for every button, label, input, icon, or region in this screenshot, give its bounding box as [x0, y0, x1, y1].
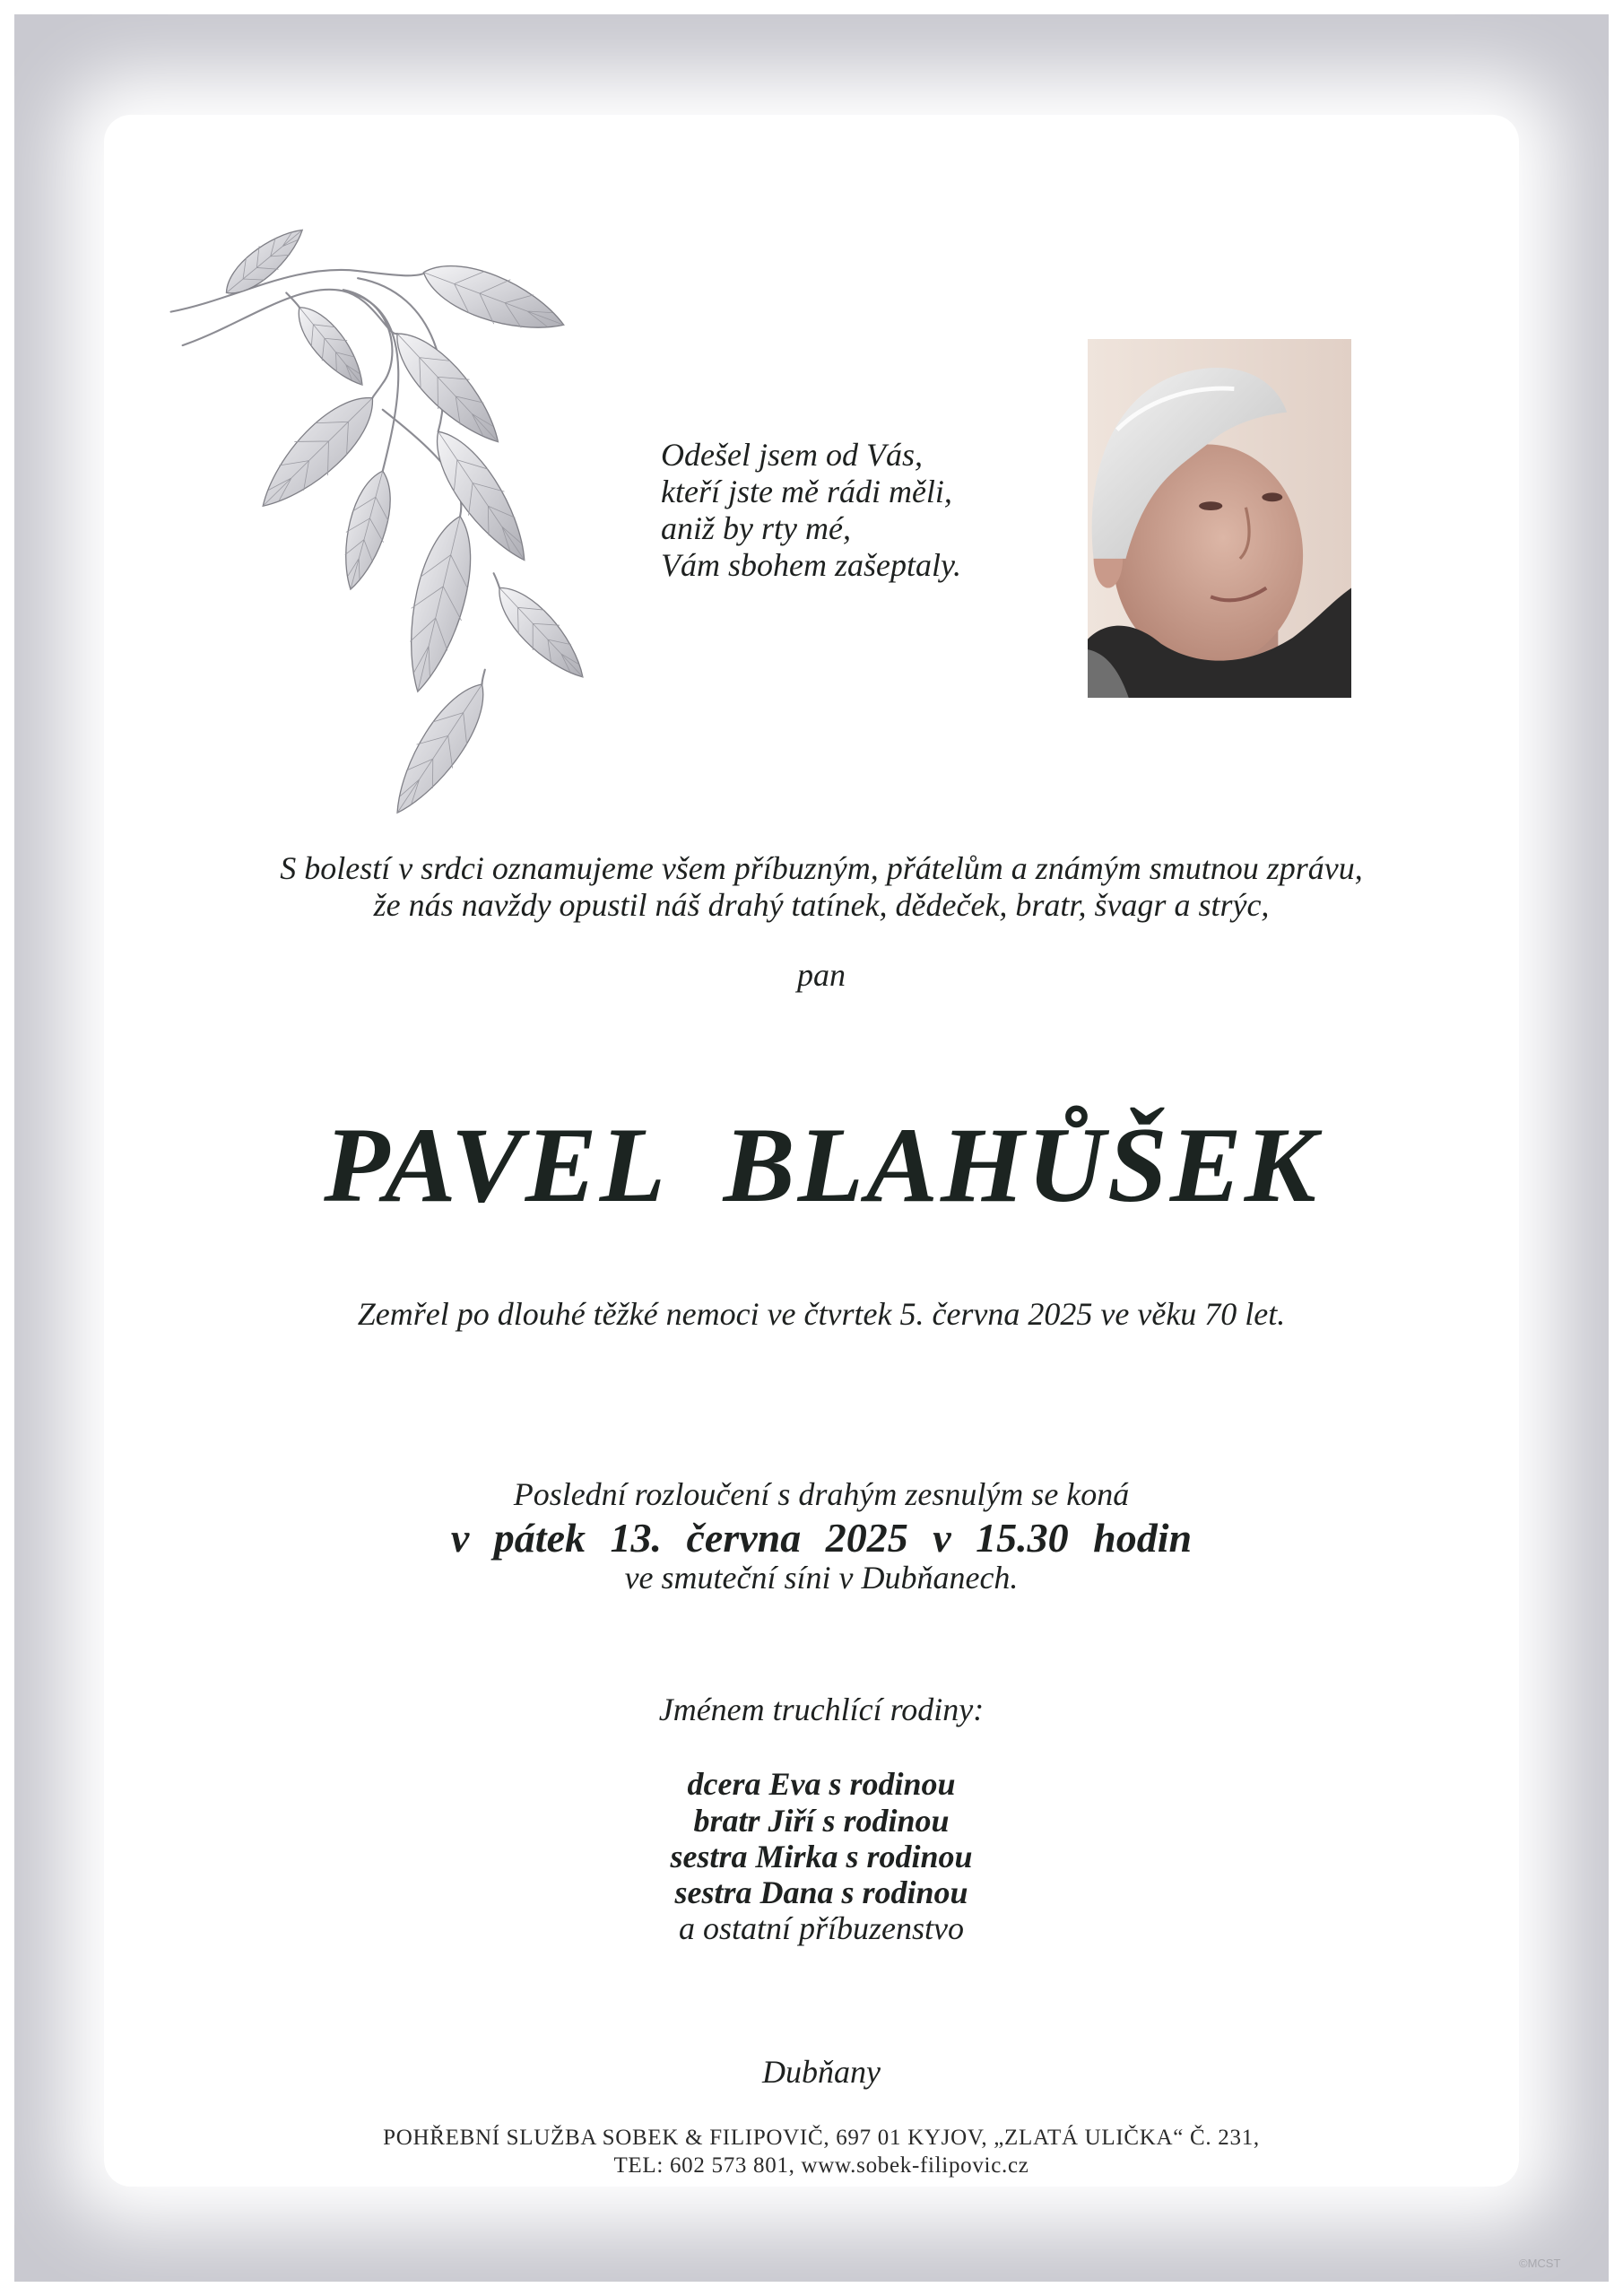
deceased-name: PAVEL BLAHŮŠEK [324, 1105, 1319, 1224]
poem-line: Vám sbohem zašeptaly. [661, 547, 961, 583]
poem-line: kteří jste mě rádi měli, [661, 474, 952, 509]
leaf-group [226, 230, 582, 813]
family-member: sestra Mirka s rodinou [670, 1839, 973, 1874]
leaf-vein [397, 684, 482, 813]
leaf [423, 266, 563, 328]
watermark: ©MCST [1519, 2257, 1561, 2270]
announcement-line: S bolestí v srdci oznamujeme všem příbuzným, přátelům a známým smutnou zprávu, [280, 850, 1363, 886]
family-member: dcera Eva s rodinou [687, 1766, 956, 1802]
leaves-illustration [161, 220, 599, 826]
death-notice: Zemřel po dlouhé těžké nemoci ve čtvrtek 5. června 2025 ve věku 70 let. [357, 1296, 1286, 1332]
poem-line: Odešel jsem od Vás, [661, 437, 923, 473]
family-others: a ostatní příbuzenstvo [678, 1910, 964, 1946]
poem [661, 437, 961, 584]
farewell-intro: Poslední rozloučení s drahým zesnulým se koná [513, 1476, 1130, 1512]
footer-address: POHŘEBNÍ SLUŽBA SOBEK & FILIPOVIČ, 697 01 KYJOV, „ZLATÁ ULIČKA“ Č. 231, [383, 2126, 1260, 2150]
family-heading: Jménem truchlící rodiny: [658, 1692, 985, 1727]
farewell-place: ve smuteční síni v Dubňanech. [624, 1560, 1019, 1596]
branch-stem [494, 573, 500, 587]
leaf-vein [299, 308, 362, 385]
branch-stem [482, 670, 485, 684]
photo-eye [1262, 492, 1282, 501]
footer-contact: TEL: 602 573 801, www.sobek-filipovic.cz [613, 2153, 1029, 2178]
leaf [346, 471, 390, 589]
leaf-vein [499, 587, 583, 676]
portrait-photo [1088, 339, 1351, 698]
family-member: sestra Dana s rodinou [674, 1874, 968, 1910]
photo-eye [1199, 501, 1222, 510]
family-member: bratr Jiří s rodinou [693, 1803, 950, 1839]
title-prefix: pan [797, 957, 846, 993]
announcement-line: že nás navždy opustil náš drahý tatínek, dědeček, bratr, švagr a strýc, [373, 887, 1270, 923]
leaf-vein [263, 398, 372, 507]
poem-line: aniž by rty mé, [661, 510, 851, 546]
leaf-vein [397, 334, 498, 442]
farewell-datetime: v pátek 13. června 2025 v 15.30 hodin [450, 1515, 1193, 1561]
leaf [412, 517, 471, 691]
location: Dubňany [762, 2054, 881, 2090]
